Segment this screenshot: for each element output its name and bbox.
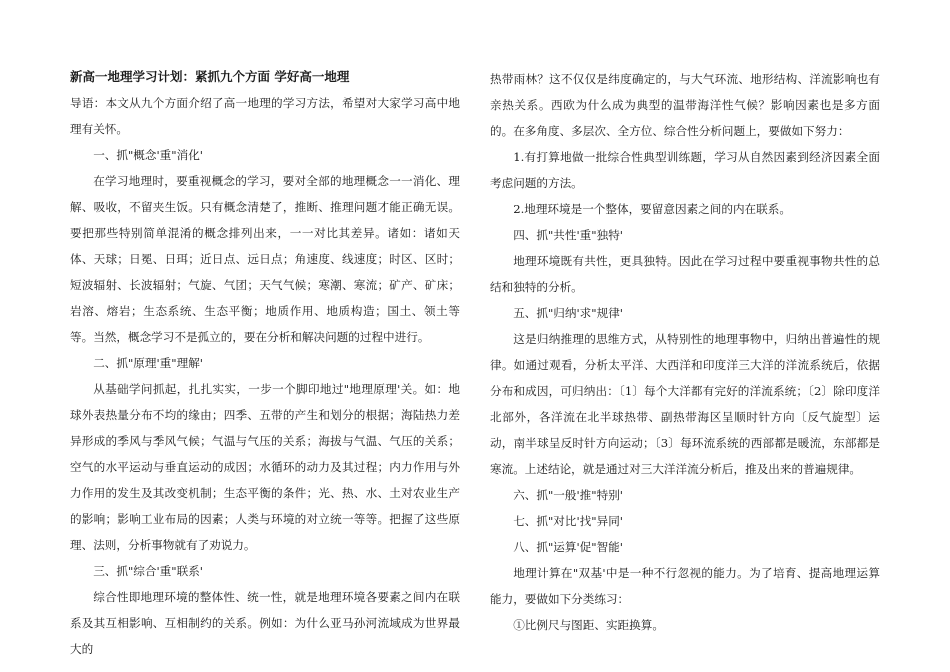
section-8-heading: 八、抓"运算'促"智能' bbox=[513, 540, 623, 554]
section-6-heading: 六、抓"一般'推"特别' bbox=[513, 488, 623, 502]
intro-paragraph: 导语：本文从九个方面介绍了高一地理的学习方法，希望对大家学习高中地理有关怀。 bbox=[70, 96, 460, 136]
section-3-heading: 三、抓"综合'重"联系' bbox=[93, 564, 203, 578]
right-column bbox=[490, 66, 880, 638]
section-3-item-1: 1.有打算地做一批综合性典型训练题，学习从自然因素到经济因素全面考虑问题的方法。 bbox=[490, 150, 880, 190]
section-1-heading: 一、抓"概念'重"消化' bbox=[93, 148, 203, 162]
section-2-heading: 二、抓"原理'重"理解' bbox=[93, 356, 203, 370]
section-3-body: 综合性即地理环境的整体性、统一性，就是地理环境各要素之间内在联系及其互相影响、互相制约的关系。例如：为什么亚马孙河流域成为世界最大的 bbox=[70, 590, 460, 656]
section-1-body: 在学习地理时，要重视概念的学习，要对全部的地理概念一一消化、理解、吸收，不留夹生饭。只有概念清楚了，推断、推理问题才能正确无误。要把那些特别简单混淆的概念排列出来，一一对比其差异。诸如：诸如天体、天球；日冕、日珥；近日点、远日点；角速度、线速度；时区、区时；短波辐射、长波辐射；气旋、气团；天气气候；寒潮、寒流；矿产、矿床；岩溶、熔岩；生态系统、生态平衡；地质作用、地质构造；国土、领土等等。当然，概念学习不是孤立的，要在分析和解决问题的过程中进行。 bbox=[70, 174, 460, 344]
section-5-body: 这是归纳推理的思维方式，从特别性的地理事物中，归纳出普遍性的规律。如通过观看，分析太平洋、大西洋和印度洋三大洋的洋流系统后，依据分布和成因，可归纳出：〔1〕每个大洋都有完好的洋流系统；〔2〕除印度洋北部外，各洋流在北半球热带、副热带海区呈顺时针方向〔反气旋型〕运动，南半球呈反时针方向运动；〔3〕每环流系统的西部都是暖流，东部都是寒流。上述结论，就是通过对三大洋洋流分析后，推及出来的普遍规律。 bbox=[490, 332, 880, 476]
section-8-body: 地理计算在"双基'中是一种不行忽视的能力。为了培育、提高地理运算能力，要做如下分类练习： bbox=[490, 566, 880, 606]
section-8-item-1: ①比例尺与图距、实距换算。 bbox=[513, 618, 664, 632]
section-3-item-2: 2.地理环境是一个整体，要留意因素之间的内在联系。 bbox=[513, 202, 791, 216]
left-column bbox=[70, 66, 460, 662]
section-7-heading: 七、抓"对比'找"异同' bbox=[513, 514, 623, 528]
section-4-heading: 四、抓"共性'重"独特' bbox=[513, 228, 623, 242]
section-2-body: 从基础学问抓起，扎扎实实，一步一个脚印地过"地理原理'关。如：地球外表热量分布不均的缘由；四季、五带的产生和划分的根据；海陆热力差异形成的季风与季风气候；气温与气压的关系；海拔与气温、气压的关系；空气的水平运动与垂直运动的成因；水循环的动力及其过程；内力作用与外力作用的发生及其改变机制；生态平衡的条件；光、热、水、土对农业生产的影响；影响工业布局的因素；人类与环境的对立统一等等。把握了这些原理、法则，分析事物就有了劝说力。 bbox=[70, 382, 460, 552]
section-5-heading: 五、抓"归纳'求"规律' bbox=[513, 306, 623, 320]
section-3-continued: 热带雨林？这不仅仅是纬度确定的，与大气环流、地形结构、洋流影响也有亲热关系。西欧为什么成为典型的温带海洋性气候？影响因素也是多方面的。在多角度、多层次、全方位、综合性分析问题上，要做如下努力： bbox=[490, 72, 880, 138]
article-title: 新高一地理学习计划：紧抓九个方面 学好高一地理 bbox=[70, 69, 350, 84]
section-4-body: 地理环境既有共性，更具独特。因此在学习过程中要重视事物共性的总结和独特的分析。 bbox=[490, 254, 880, 294]
